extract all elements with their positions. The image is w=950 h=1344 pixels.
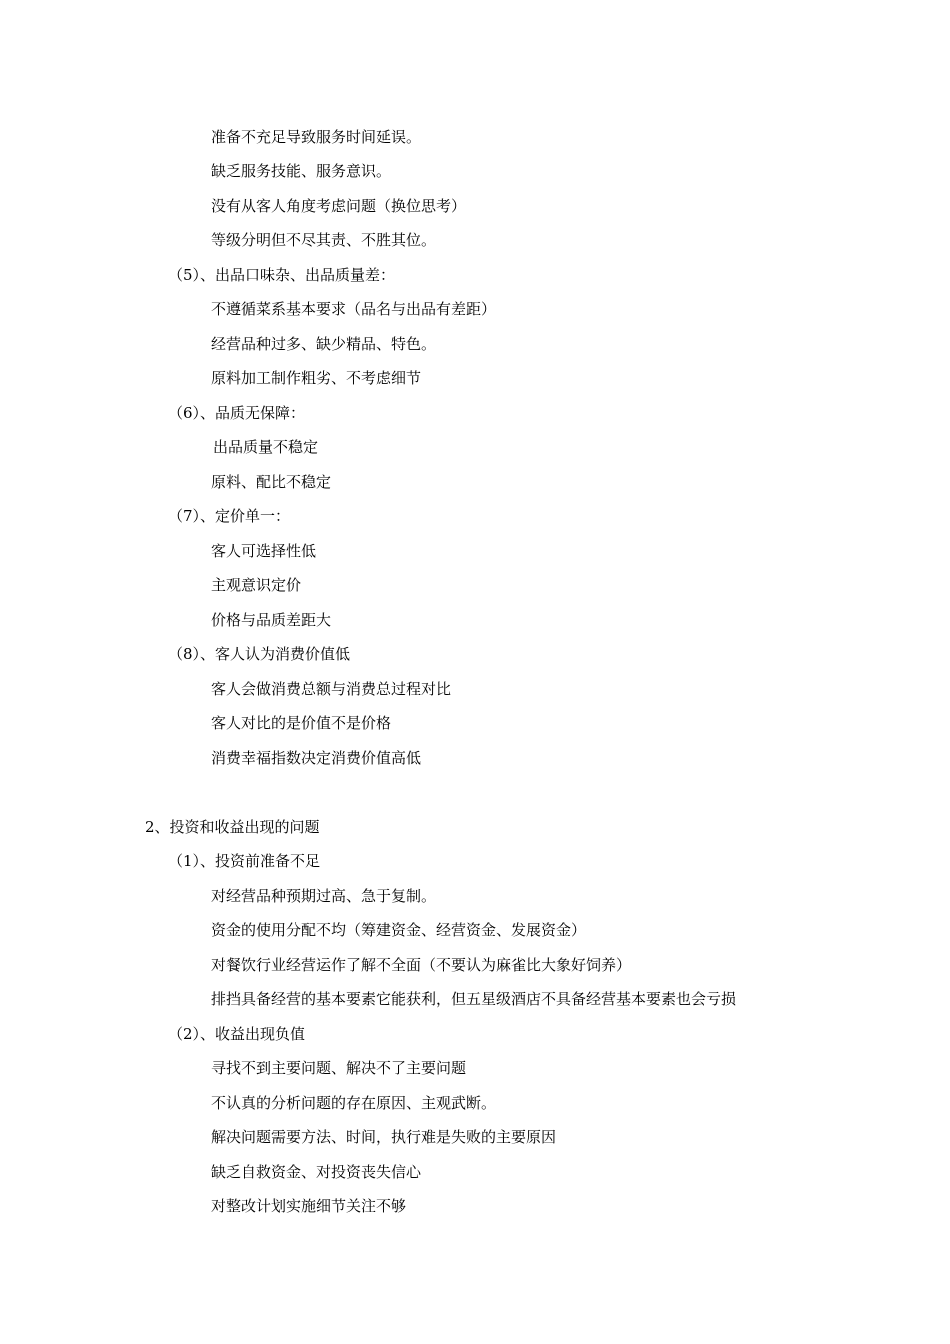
text-line: 客人可选择性低	[211, 542, 317, 560]
text-line: 价格与品质差距大	[211, 611, 332, 629]
text-line: 主观意识定价	[211, 576, 302, 594]
text-line: 没有从客人角度考虑问题（换位思考）	[211, 197, 467, 215]
text-line: 客人会做消费总额与消费总过程对比	[211, 680, 452, 698]
text-line: 解决问题需要方法、时间，执行难是失败的主要原因	[211, 1128, 557, 1146]
text-line: 缺乏服务技能、服务意识。	[211, 162, 392, 180]
text-line: 对整改计划实施细节关注不够	[211, 1197, 407, 1215]
text-line: 客人对比的是价值不是价格	[211, 714, 392, 732]
subsection-heading: （7）、定价单一：	[168, 507, 291, 525]
section-heading: 2、投资和收益出现的问题	[145, 818, 320, 836]
subsection-heading: （8）、客人认为消费价值低	[168, 645, 351, 663]
text-line: 对餐饮行业经营运作了解不全面（不要认为麻雀比大象好饲养）	[211, 956, 632, 974]
text-line: 不认真的分析问题的存在原因、主观武断。	[211, 1094, 497, 1112]
text-line: 出品质量不稳定	[213, 438, 319, 456]
subsection-heading: （1）、投资前准备不足	[168, 852, 321, 870]
text-line: 缺乏自救资金、对投资丧失信心	[211, 1163, 422, 1181]
subsection-heading: （2）、收益出现负值	[168, 1025, 306, 1043]
text-line: 不遵循菜系基本要求（品名与出品有差距）	[211, 300, 497, 318]
subsection-heading: （5）、出品口味杂、出品质量差：	[168, 266, 396, 284]
text-line: 等级分明但不尽其责、不胜其位。	[211, 231, 437, 249]
text-line: 消费幸福指数决定消费价值高低	[211, 749, 422, 767]
text-line: 原料、配比不稳定	[211, 473, 332, 491]
text-line: 资金的使用分配不均（筹建资金、经营资金、发展资金）	[211, 921, 587, 939]
text-line: 准备不充足导致服务时间延误。	[211, 128, 422, 146]
text-line: 寻找不到主要问题、解决不了主要问题	[211, 1059, 467, 1077]
text-line: 经营品种过多、缺少精品、特色。	[211, 335, 437, 353]
text-line: 原料加工制作粗劣、不考虑细节	[211, 369, 422, 387]
text-line: 排挡具备经营的基本要素它能获利，但五星级酒店不具备经营基本要素也会亏损	[211, 990, 737, 1008]
text-line: 对经营品种预期过高、急于复制。	[211, 887, 437, 905]
subsection-heading: （6）、品质无保障：	[168, 404, 306, 422]
